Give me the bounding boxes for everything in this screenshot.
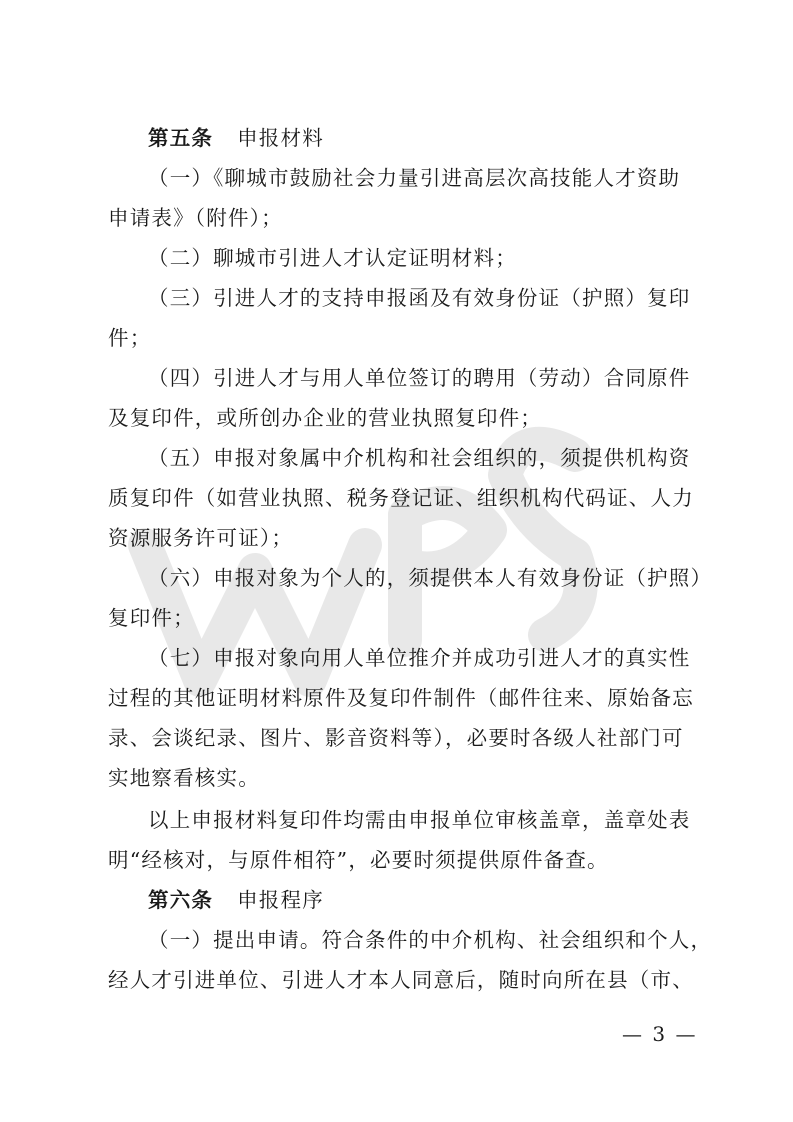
paragraph-line: 资源服务许可证）； <box>108 526 294 550</box>
article5-title: 申报材料 <box>237 126 324 150</box>
paragraph-line: （一）提出申请。符合条件的中介机构、社会组织和个人， <box>148 928 713 952</box>
article5-heading <box>148 118 324 158</box>
paragraph-line: 录、会谈纪录、图片、影音资料等），必要时各级人社部门可 <box>108 726 684 750</box>
paragraph-line: 件； <box>108 326 152 350</box>
paragraph-line: 以上申报材料复印件均需由申报单位审核盖章，盖章处表 <box>148 808 691 832</box>
paragraph-line: （七）申报对象向用人单位推介并成功引进人才的真实性 <box>148 646 691 670</box>
article6-label: 第六条 <box>148 888 214 912</box>
paragraph-line: 实地察看核实。 <box>108 766 260 790</box>
paragraph-line: 质复印件（如营业执照、税务登记证、组织机构代码证、人力 <box>108 486 694 510</box>
paragraph-line: （六）申报对象为个人的，须提供本人有效身份证（护照） <box>148 566 713 590</box>
paragraph-line: 过程的其他证明材料原件及复印件制件（邮件往来、原始备忘 <box>108 686 694 710</box>
paragraph-line: 申请表》（附件）； <box>108 206 283 230</box>
paragraph-line: 明“经核对，与原件相符”，必要时须提供原件备查。 <box>108 848 609 872</box>
paragraph-line: （一）《聊城市鼓励社会力量引进高层次高技能人才资助 <box>148 166 681 190</box>
paragraph-line: （五）申报对象属中介机构和社会组织的，须提供机构资 <box>148 446 691 470</box>
paragraph-line: 复印件； <box>108 606 195 630</box>
paragraph-line: （三）引进人才的支持申报函及有效身份证（护照）复印 <box>148 286 691 310</box>
paragraph-line: 经人才引进单位、引进人才本人同意后，随时向所在县（市、 <box>108 968 694 992</box>
article6-heading <box>148 880 324 920</box>
article6-title: 申报程序 <box>237 888 324 912</box>
article5-label: 第五条 <box>148 126 214 150</box>
paragraph-line: （四）引进人才与用人单位签订的聘用（劳动）合同原件 <box>148 366 691 390</box>
paragraph-line: （二）聊城市引进人才认定证明材料； <box>148 246 517 270</box>
page-number: — 3 — <box>622 1022 698 1046</box>
paragraph-line: 及复印件，或所创办企业的营业执照复印件； <box>108 406 542 430</box>
